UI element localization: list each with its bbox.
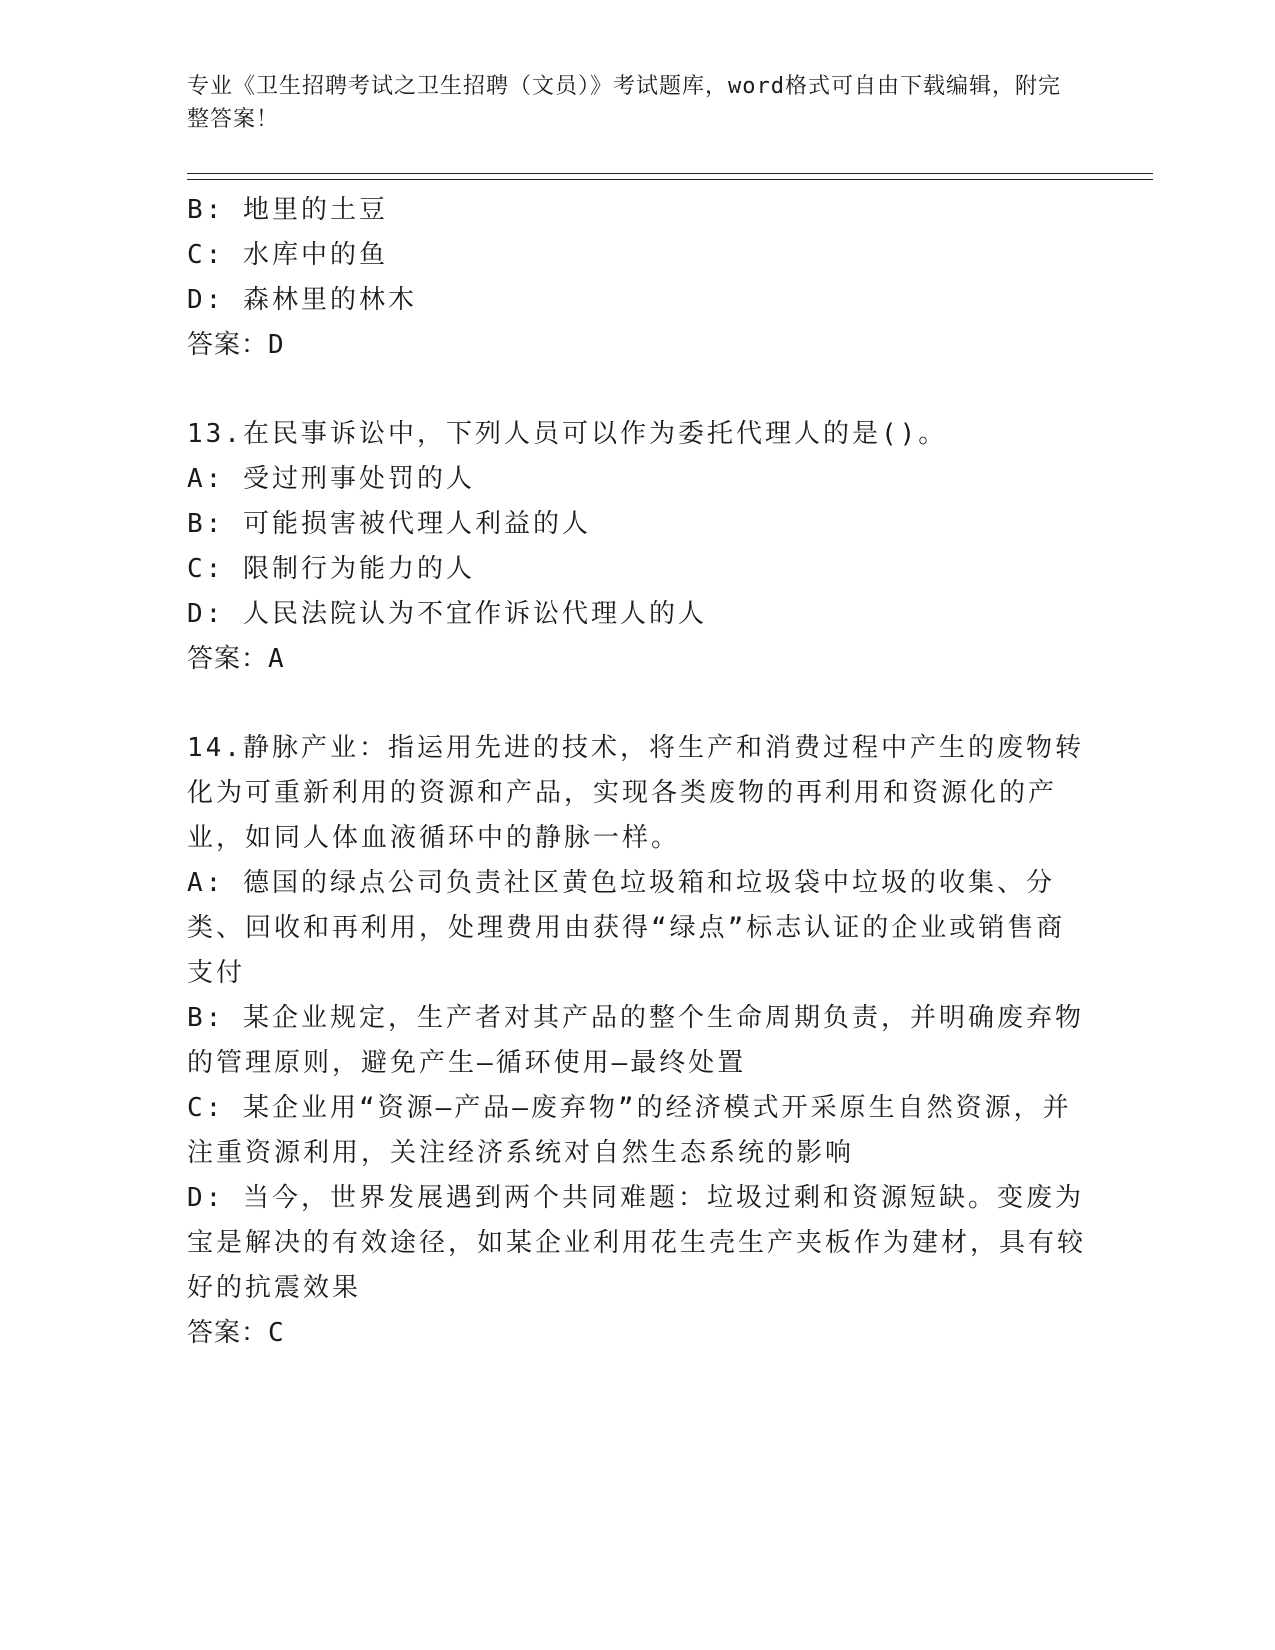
option-c: C: 某企业用“资源—产品—废弃物”的经济模式开采原生自然资源，并注重资源利用，关注经济系统对自然生态系统的影响 [187,1093,1072,1168]
spacer [187,682,1087,726]
question-content [187,188,1087,1356]
option-c: C: 水库中的鱼 [187,240,388,270]
option-d: D: 森林里的林木 [187,285,417,315]
header-rule-top [187,173,1153,174]
header-rule-bottom [187,179,1153,180]
spacer [187,368,1087,412]
document-header: 专业《卫生招聘考试之卫生招聘（文员）》考试题库，word格式可自由下载编辑，附完整答案！ [187,74,1061,132]
answer: 答案：C [187,1318,285,1348]
question-12 [187,188,1087,368]
option-c: C: 限制行为能力的人 [187,554,475,584]
option-b: B: 地里的土豆 [187,195,388,225]
question-text: 13.在民事诉讼中，下列人员可以作为委托代理人的是()。 [187,419,948,449]
question-text: 14.静脉产业：指运用先进的技术，将生产和消费过程中产生的废物转化为可重新利用的资源和产品，实现各类废物的再利用和资源化的产业，如同人体血液循环中的静脉一样。 [187,733,1084,853]
answer: 答案：D [187,330,285,360]
question-13 [187,412,1087,682]
option-b: B: 某企业规定，生产者对其产品的整个生命周期负责，并明确废弃物的管理原则，避免产生—循环使用—最终处置 [187,1003,1084,1078]
option-d: D: 当今，世界发展遇到两个共同难题：垃圾过剩和资源短缺。变废为宝是解决的有效途径，如某企业利用花生壳生产夹板作为建材，具有较好的抗震效果 [187,1183,1087,1303]
option-a: A: 德国的绿点公司负责社区黄色垃圾箱和垃圾袋中垃圾的收集、分类、回收和再利用，处理费用由获得“绿点”标志认证的企业或销售商支付 [187,868,1066,988]
option-b: B: 可能损害被代理人利益的人 [187,509,591,539]
question-14 [187,726,1087,1356]
option-d: D: 人民法院认为不宜作诉讼代理人的人 [187,599,707,629]
option-a: A: 受过刑事处罚的人 [187,464,475,494]
answer: 答案：A [187,644,285,674]
